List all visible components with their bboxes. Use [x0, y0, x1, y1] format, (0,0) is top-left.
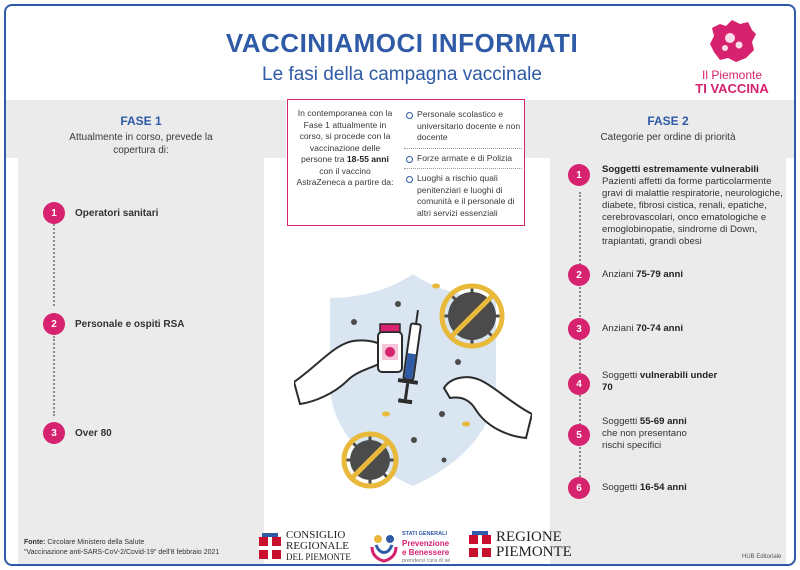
editorial-credit: HUB Editoriale: [742, 554, 782, 560]
band-edge-right: [786, 100, 796, 158]
fase1-connector: [53, 336, 55, 416]
step-label: Over 80: [75, 427, 112, 439]
fase2-item: [568, 370, 722, 395]
step-pre: Soggetti: [602, 416, 640, 427]
divider: [404, 148, 522, 149]
org-line: CONSIGLIO: [286, 529, 346, 541]
band-bridge-left: [264, 100, 286, 158]
step-text: [602, 370, 722, 394]
step-text: [602, 164, 792, 248]
band-edge-left: [6, 100, 18, 158]
step-pre: Anziani: [602, 269, 637, 280]
step-pre: Soggetti: [602, 482, 640, 493]
step-text: [602, 416, 702, 452]
consiglio-regionale-logo: [258, 530, 351, 563]
org-name: [286, 530, 351, 563]
source-note: [24, 538, 219, 558]
stati-generali-logo: [370, 530, 450, 566]
fase1-title: FASE 1: [120, 114, 162, 128]
step-number: 5: [568, 424, 590, 446]
step-bold: Soggetti estremamente vulnerabili: [602, 164, 759, 175]
step-number: 3: [568, 318, 590, 340]
step-bold: 70-74 anni: [636, 323, 684, 334]
source-text: "Vaccinazione anti-SARS-CoV-2/Covid-19" dell'8 febbraio 2021: [24, 549, 220, 556]
step-detail: Pazienti affetti da forme particolarmente gravi di malattie respiratorie, neurologiche, diabete, fibrosi cistica, renali, epatiche, cerebrovascolari, onco ematologiche e emoglobinopatie, sindrome di Down, trapiantati, grandi obesi: [602, 176, 783, 247]
step-number: 6: [568, 477, 590, 499]
piemonte-map-icon: [706, 18, 758, 64]
org-name: [402, 530, 450, 566]
crossed-virus-icon: [344, 434, 396, 486]
step-bold: 75-79 anni: [636, 269, 684, 280]
step-number: 3: [43, 422, 65, 444]
step-number: 2: [568, 264, 590, 286]
fase1-item: [43, 313, 184, 335]
step-number: 1: [43, 202, 65, 224]
step-pre: Anziani: [602, 323, 637, 334]
coat-of-arms-icon: [468, 531, 492, 559]
fase1-description: Attualmente in corso, prevede la copertura di:: [69, 132, 213, 156]
step-label: Operatori sanitari: [75, 207, 159, 219]
step-pre: Soggetti: [602, 370, 640, 381]
org-line: REGIONE: [496, 529, 562, 545]
page-subtitle: Le fasi della campagna vaccinale: [262, 64, 542, 85]
brand-line-1: Il Piemonte: [701, 68, 763, 82]
org-line: e Benessere: [402, 548, 450, 557]
band-bridge-right: [524, 100, 550, 158]
concurrent-description: [294, 108, 396, 189]
list-item: Luoghi a rischio quali penitenziari e luoghi di comunità e il personale di altri servizi essenziali: [404, 170, 522, 222]
step-bold: 55-69 anni: [639, 416, 687, 427]
fase1-item: [43, 202, 158, 224]
coat-of-arms-icon: [258, 533, 282, 561]
desc-text: In contemporanea con la Fase 1 attualmente in corso, si procede con la vaccinazione delle persone tra: [297, 108, 393, 164]
fase2-item: [568, 477, 792, 499]
concurrent-vaccination-box: [287, 99, 525, 226]
people-heart-icon: [370, 533, 398, 563]
page-title: VACCINIAMOCI INFORMATI: [225, 28, 579, 58]
step-detail: che non presentano rischi specifici: [602, 428, 687, 451]
org-line: REGIONALE: [286, 540, 349, 552]
priority-groups-list: [404, 106, 522, 222]
crossed-virus-icon: [442, 286, 502, 346]
vaccine-illustration: [294, 264, 532, 494]
org-line: DEL PIEMONTE: [286, 552, 351, 562]
infographic-frame: [4, 4, 796, 566]
step-number: 1: [568, 164, 590, 186]
fase2-item: [568, 416, 702, 452]
step-number: 4: [568, 373, 590, 395]
fase2-title: FASE 2: [647, 114, 689, 128]
org-line: PIEMONTE: [496, 544, 572, 560]
step-label: Personale e ospiti RSA: [75, 318, 185, 330]
step-number: 2: [43, 313, 65, 335]
org-name: [496, 530, 572, 560]
step-text: [602, 477, 792, 494]
step-bold: 16-54 anni: [639, 482, 687, 493]
org-line: prendersi cura di sé: [402, 558, 451, 564]
fase2-item: [568, 264, 792, 286]
step-text: [602, 264, 792, 281]
org-line: Prevenzione: [402, 539, 450, 548]
list-item: Forze armate e di Polizia: [404, 150, 522, 168]
step-text: [602, 318, 792, 335]
brand-line-2: TI VACCINA: [695, 81, 769, 96]
desc-text: con il vaccino AstraZeneca a partire da:: [296, 165, 394, 187]
divider: [404, 168, 522, 169]
source-label: Fonte:: [24, 539, 46, 546]
brand-logo: [684, 18, 780, 94]
step-bold: vulnerabili under 70: [602, 370, 718, 393]
fase2-item: [568, 164, 792, 248]
fase2-item: [568, 318, 792, 340]
regione-piemonte-logo: [468, 530, 572, 560]
desc-age-range: 18-55 anni: [346, 154, 389, 164]
fase2-description: Categorie per ordine di priorità: [600, 132, 736, 143]
fase1-item: [43, 422, 112, 444]
source-text: Circolare Ministero della Salute: [45, 539, 145, 546]
list-item: Personale scolastico e universitario docente e non docente: [404, 106, 522, 147]
org-line: STATI GENERALI: [402, 531, 448, 537]
fase1-connector: [53, 224, 55, 306]
